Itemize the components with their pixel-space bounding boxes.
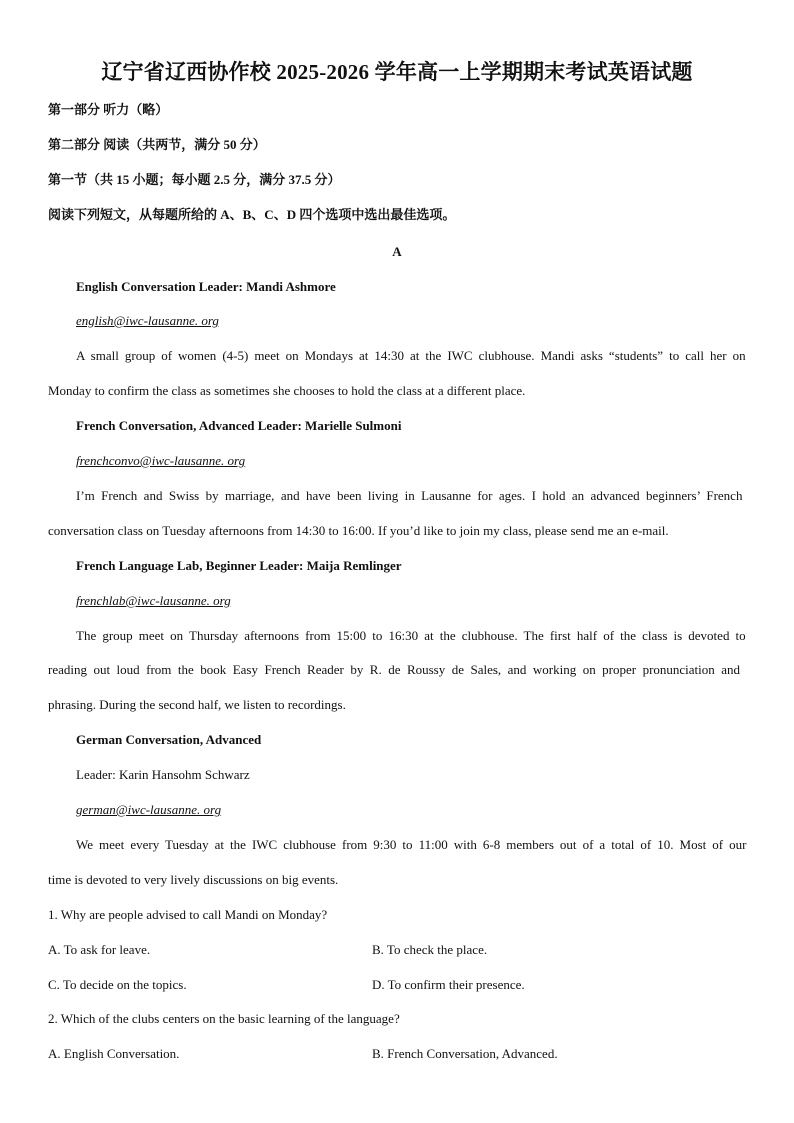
- club-description-line: The group meet on Thursday afternoons from 15:00 to 16:30 at the clubhouse. The first half of the class is devoted to: [76, 628, 746, 643]
- passage-label: A: [392, 244, 402, 259]
- part1-heading: 第一部分 听力（略）: [48, 102, 169, 117]
- club-description-line: conversation class on Tuesday afternoons from 14:30 to 16:00. If you’d like to join my class, please send me an e-mail.: [48, 523, 669, 538]
- club-heading: English Conversation Leader: Mandi Ashmore: [76, 279, 336, 294]
- club-description-line: reading out loud from the book Easy French Reader by R. de Roussy de Sales, and working on proper pronunciation and: [48, 662, 741, 677]
- answer-option[interactable]: A. English Conversation.: [48, 1046, 180, 1061]
- club-description-line: I’m French and Swiss by marriage, and have been living in Lausanne for ages. I hold an advanced beginners’ French: [76, 488, 743, 503]
- club-email-link[interactable]: german@iwc-lausanne. org: [76, 802, 222, 817]
- club-description-line: time is devoted to very lively discussions on big events.: [48, 872, 339, 887]
- club-email-link[interactable]: english@iwc-lausanne. org: [76, 313, 219, 328]
- part2-heading: 第二部分 阅读（共两节，满分 50 分）: [48, 137, 266, 152]
- club-description-line: A small group of women (4-5) meet on Mondays at 14:30 at the IWC clubhouse. Mandi asks “students” to call her on: [76, 348, 746, 363]
- answer-option[interactable]: C. To decide on the topics.: [48, 977, 187, 992]
- question-stem: 2. Which of the clubs centers on the basic learning of the language?: [48, 1011, 400, 1026]
- section1-heading: 第一节（共 15 小题；每小题 2.5 分，满分 37.5 分）: [48, 172, 341, 187]
- answer-option[interactable]: B. To check the place.: [372, 942, 488, 957]
- club-heading: German Conversation, Advanced: [76, 732, 262, 747]
- club-description-line: Monday to confirm the class as sometimes she chooses to hold the class at a different place.: [48, 383, 526, 398]
- club-leader: Leader: Karin Hansohm Schwarz: [76, 767, 250, 782]
- club-description-line: We meet every Tuesday at the IWC clubhouse from 9:30 to 11:00 with 6-8 members out of a total of 10. Most of our: [76, 837, 747, 852]
- club-heading: French Conversation, Advanced Leader: Marielle Sulmoni: [76, 418, 402, 433]
- club-email-link[interactable]: frenchconvo@iwc-lausanne. org: [76, 453, 246, 468]
- club-email-link[interactable]: frenchlab@iwc-lausanne. org: [76, 593, 231, 608]
- page-title: 辽宁省辽西协作校 2025-2026 学年高一上学期期末考试英语试题: [101, 60, 693, 84]
- instruction-text: 阅读下列短文，从每题所给的 A、B、C、D 四个选项中选出最佳选项。: [48, 207, 456, 222]
- answer-option[interactable]: A. To ask for leave.: [48, 942, 151, 957]
- club-description-line: phrasing. During the second half, we listen to recordings.: [48, 697, 346, 712]
- answer-option[interactable]: D. To confirm their presence.: [372, 977, 525, 992]
- answer-option[interactable]: B. French Conversation, Advanced.: [372, 1046, 558, 1061]
- club-heading: French Language Lab, Beginner Leader: Maija Remlinger: [76, 558, 402, 573]
- question-stem: 1. Why are people advised to call Mandi on Monday?: [48, 907, 328, 922]
